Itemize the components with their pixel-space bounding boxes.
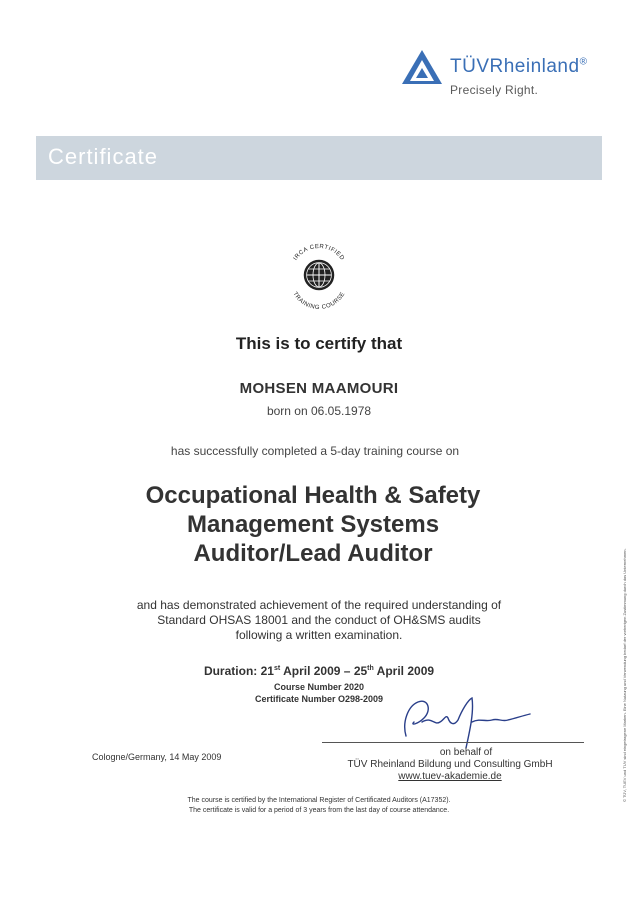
issuer-block <box>300 747 600 783</box>
certify-heading: This is to certify that <box>235 334 403 353</box>
course-title-line: Occupational Health & Safety <box>145 482 481 509</box>
duration-start-day: 21 <box>260 664 274 678</box>
trademark-side-text: © TÜV, TUEV und TUV sind eingetragene Marken. Eine Nutzung und Verwendung bedarf der vorherigen Zustimmung durch das Unternehmen. <box>622 548 627 802</box>
duration-end-month: April 2009 <box>376 664 435 678</box>
course-title-line: Auditor/Lead Auditor <box>193 540 433 567</box>
course-number: Course Number 2020 <box>273 682 365 692</box>
banner-title: Certificate <box>48 144 159 169</box>
recipient-name: MOHSEN MAAMOURI <box>239 380 399 397</box>
course-duration <box>0 664 638 678</box>
duration-start-suffix: st <box>273 665 281 672</box>
achievement-line: following a written examination. <box>235 628 403 642</box>
course-title-line: Management Systems <box>186 511 440 538</box>
duration-start-month: April 2009 – <box>283 664 351 678</box>
seal-bottom-text: TRAINING COURSE <box>291 291 347 312</box>
achievement-statement <box>0 598 638 643</box>
svg-text:IRCA CERTIFIED <box>293 244 345 262</box>
signature-line <box>322 742 584 743</box>
issuer-website: www.tuev-akademie.de <box>398 771 502 782</box>
duration-end-day: 25 <box>353 664 368 678</box>
footnote <box>0 796 638 816</box>
seal-top-text: IRCA CERTIFIED <box>292 243 346 262</box>
triangle-logo-icon <box>400 48 444 86</box>
issuer-company: TÜV Rheinland Bildung und Consulting GmbH <box>347 759 553 770</box>
footnote-line: The course is certified by the International Register of Certificated Auditors (A17352). <box>187 797 451 804</box>
course-title <box>0 481 632 568</box>
on-behalf-text: on behalf of <box>439 747 493 758</box>
tuv-logo <box>400 48 600 108</box>
handwritten-signature <box>388 692 538 752</box>
svg-text:TRAINING COURSE <box>291 291 346 311</box>
footnote-line: The certificate is valid for a period of 3 years from the last day of course attendance. <box>188 807 450 814</box>
completion-statement: has successfully completed a 5-day training course on <box>170 444 460 458</box>
achievement-line: and has demonstrated achievement of the required understanding of <box>136 598 502 612</box>
brand-name: TÜVRheinland® <box>450 56 588 77</box>
brand-tagline: Precisely Right. <box>450 83 539 97</box>
certificate-banner <box>36 136 602 180</box>
certificate-number: Certificate Number O298-2009 <box>254 694 384 704</box>
achievement-line: Standard OHSAS 18001 and the conduct of OH&SMS audits <box>157 613 481 627</box>
duration-label: Duration: <box>203 664 258 678</box>
irca-seal-icon <box>280 236 358 314</box>
duration-end-suffix: th <box>367 665 374 672</box>
place-and-date: Cologne/Germany, 14 May 2009 <box>92 752 222 762</box>
birth-date: born on 06.05.1978 <box>266 404 372 418</box>
